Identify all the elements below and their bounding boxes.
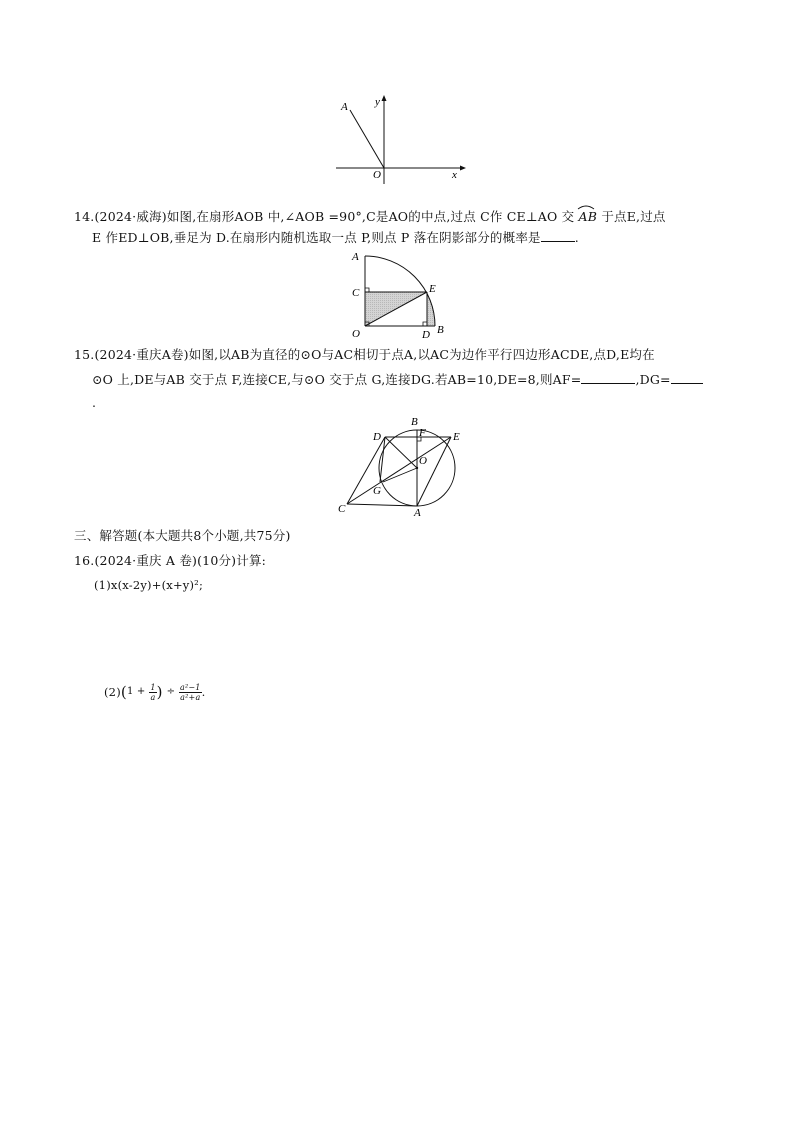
q16-frac-1-den: a [150,692,156,702]
label-e: E [453,431,460,443]
figure-13-axes [330,92,470,184]
label-a: A [414,507,421,516]
label-e: E [429,283,436,295]
q16-part2-one-plus: 1 + [126,686,146,697]
label-x: x [452,169,457,181]
label-d: D [422,329,430,340]
right-paren: ) [156,683,163,701]
section-3-title-text: 三、解答题(本大题共8个小题,共75分) [74,528,291,543]
q16-frac-1-num: 1 [150,682,156,692]
label-d: D [373,431,381,443]
q16-text-1: 16.(2024·重庆 A 卷)(10分)计算: [74,553,267,568]
q14-text-1: 14.(2024·威海)如图,在扇形AOB 中,∠AOB =90°,C是AO的中点,过点 C作 CE⊥AO 交 [74,209,575,224]
q14-text-2: E 作ED⊥OB,垂足为 D.在扇形内随机选取一点 P,则点 P 落在阴影部分的概率是 [92,230,541,245]
q14-text-1-end: 于点E,过点 [601,209,666,224]
label-o: O [419,455,427,467]
q15-dg-blank[interactable] [671,372,703,384]
q15-text-2: ⊙O 上,DE与AB 交于点 F,连接CE,与⊙O 交于点 G,连接DG.若AB=10,DE=8,则AF= [92,372,582,387]
q15-line1 [74,347,655,363]
q14-arc [579,206,598,225]
q14-arc-label: AB [578,209,598,224]
label-o: O [373,169,381,181]
section-3-title [74,528,291,544]
q14-line2 [92,230,579,246]
q16-line1 [74,553,266,569]
q14-line1 [74,206,666,225]
q16-frac-2-den: a²+a [180,692,201,702]
q16-frac-2-num: a²−1 [180,682,201,692]
left-paren: ( [120,683,127,701]
label-b: B [437,324,444,336]
figure-15-circle [335,412,467,516]
q15-line3 [92,395,96,411]
q16-div: ÷ [166,686,176,697]
q16-part1 [94,577,203,593]
label-g: G [373,485,381,497]
q16-part2-prefix: (2) [104,685,121,699]
q15-text-2-mid: ,DG= [635,372,671,387]
q15-line2 [92,372,703,388]
label-a: A [341,101,348,113]
label-c: C [352,287,360,299]
q14-answer-blank[interactable] [541,230,575,242]
q16-part2-end: . [201,685,206,699]
q15-af-blank[interactable] [581,372,635,384]
q16-frac-2 [179,683,202,702]
label-b: B [411,416,418,428]
label-a: A [352,251,359,263]
figure-14-sector [346,248,450,340]
label-o: O [352,328,360,340]
q16-part2 [104,680,205,703]
label-c: C [338,503,346,515]
q16-part1-text: (1)x(x-2y)+(x+y)²; [94,578,204,592]
q16-frac-1 [149,683,156,702]
q15-text-3: . [92,395,97,410]
label-f: F [419,427,426,439]
q14-text-2-end: . [574,230,579,245]
q15-text-1: 15.(2024·重庆A卷)如图,以AB为直径的⊙O与AC相切于点A,以AC为边作平行四边形ACDE,点D,E均在 [74,347,655,362]
label-y: y [375,96,380,108]
